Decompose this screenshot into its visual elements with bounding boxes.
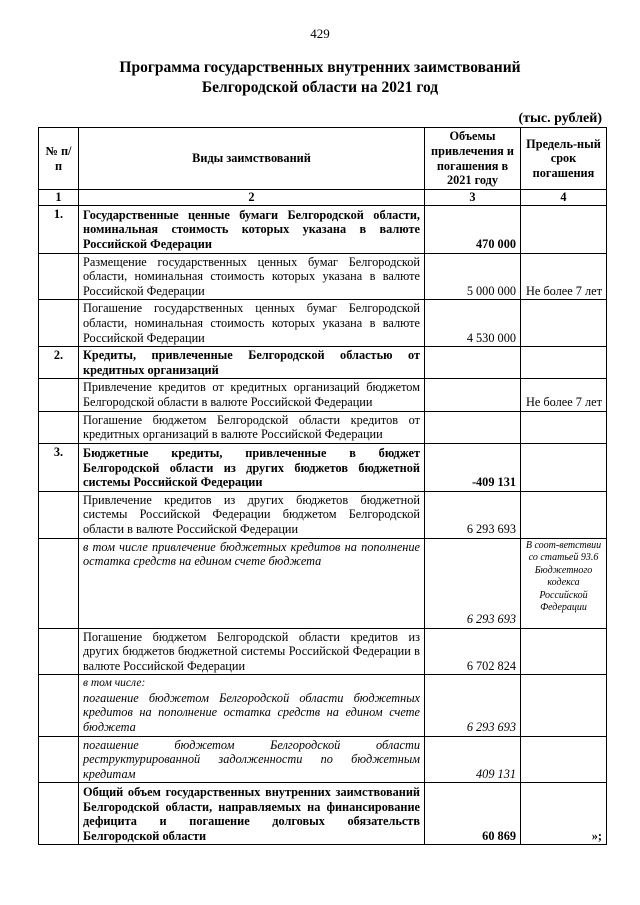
row-num	[39, 300, 79, 347]
document-title	[0, 58, 640, 98]
row-num	[39, 379, 79, 411]
row-value: 60 869	[425, 783, 521, 845]
row-value: -409 131	[425, 443, 521, 491]
row-desc: Общий объем государственных внутренних заимствований Белгородской области, направляемых на финансирование дефицита и погашение долговых обязательств Белгородской области	[79, 783, 425, 845]
row-value: 6 702 824	[425, 628, 521, 675]
title-line-1: Программа государственных внутренних заимствований	[119, 59, 521, 76]
row-value: 6 293 693	[425, 538, 521, 628]
colnum-3: 3	[425, 190, 521, 206]
row-desc: Погашение бюджетом Белгородской области кредитов из других бюджетов бюджетной системы Российской Федерации в валюте Российской Федерации	[79, 628, 425, 675]
row-num	[39, 675, 79, 736]
row-num: 2.	[39, 347, 79, 379]
borrowing-program-table	[38, 127, 607, 845]
row-num	[39, 736, 79, 783]
row-desc-lead: в том числе:	[83, 677, 146, 690]
row-desc: погашение бюджетом Белгородской области реструктурированной задолженности по бюджетным кредитам	[79, 736, 425, 783]
header-type: Виды заимствований	[79, 128, 425, 190]
row-num	[39, 783, 79, 845]
table-row	[39, 783, 607, 845]
row-value: 6 293 693	[425, 675, 521, 736]
table-row	[39, 205, 607, 253]
row-term	[521, 205, 607, 253]
row-desc: Погашение государственных ценных бумаг Белгородской области, номинальная стоимость которых указана в валюте Российской Федерации	[79, 300, 425, 347]
header-num: № п/п	[39, 128, 79, 190]
column-number-row	[39, 190, 607, 206]
table-row	[39, 347, 607, 379]
header-volume: Объемы привлечения и погашения в 2021 году	[425, 128, 521, 190]
row-value: 470 000	[425, 205, 521, 253]
table-row	[39, 300, 607, 347]
row-term: Не более 7 лет	[521, 379, 607, 411]
row-value: 409 131	[425, 736, 521, 783]
row-term	[521, 675, 607, 736]
row-value	[425, 347, 521, 379]
row-desc: Погашение бюджетом Белгородской области кредитов от кредитных организаций в валюте Российской Федерации	[79, 411, 425, 443]
row-term: Не более 7 лет	[521, 253, 607, 300]
row-term	[521, 411, 607, 443]
table-row	[39, 736, 607, 783]
page-number: 429	[310, 26, 330, 41]
header-term: Предель-ный срок погашения	[521, 128, 607, 190]
row-desc: Кредиты, привлеченные Белгородской областью от кредитных организаций	[79, 347, 425, 379]
row-value: 4 530 000	[425, 300, 521, 347]
table-row	[39, 491, 607, 538]
row-value: 5 000 000	[425, 253, 521, 300]
row-num	[39, 411, 79, 443]
row-desc-wrap	[79, 675, 425, 736]
colnum-2: 2	[79, 190, 425, 206]
colnum-1: 1	[39, 190, 79, 206]
colnum-4: 4	[521, 190, 607, 206]
units-note: (тыс. рублей)	[518, 111, 602, 126]
row-desc: Привлечение кредитов от кредитных организаций бюджетом Белгородской области в валюте Российской Федерации	[79, 379, 425, 411]
table-row	[39, 411, 607, 443]
row-value: 6 293 693	[425, 491, 521, 538]
row-term	[521, 300, 607, 347]
row-num	[39, 538, 79, 628]
row-term	[521, 443, 607, 491]
row-term	[521, 491, 607, 538]
row-value	[425, 379, 521, 411]
row-num: 3.	[39, 443, 79, 491]
row-term: »;	[521, 783, 607, 845]
row-desc: Государственные ценные бумаги Белгородской области, номинальная стоимость которых указана в валюте Российской Федерации	[79, 205, 425, 253]
table-row	[39, 675, 607, 736]
row-num	[39, 628, 79, 675]
row-num: 1.	[39, 205, 79, 253]
row-term	[521, 347, 607, 379]
row-desc: Бюджетные кредиты, привлеченные в бюджет Белгородской области из других бюджетов бюджетной системы Российской Федерации	[79, 443, 425, 491]
row-num	[39, 253, 79, 300]
row-desc: погашение бюджетом Белгородской области бюджетных кредитов на пополнение остатка средств на едином счете бюджета	[83, 690, 420, 735]
table-row	[39, 443, 607, 491]
table-row	[39, 253, 607, 300]
title-line-2: Белгородской области на 2021 год	[201, 79, 439, 96]
row-term: В соот-ветствии со статьей 93.6 Бюджетного кодекса Российской Федерации	[521, 538, 607, 628]
row-desc: в том числе привлечение бюджетных кредитов на пополнение остатка средств на едином счете бюджета	[79, 538, 425, 628]
row-desc: Привлечение кредитов из других бюджетов бюджетной системы Российской Федерации бюджетом Белгородской области в валюте Российской Федерации	[79, 491, 425, 538]
table-row	[39, 538, 607, 628]
table-row	[39, 628, 607, 675]
row-num	[39, 491, 79, 538]
row-term	[521, 628, 607, 675]
table-header-row	[39, 128, 607, 190]
table-row	[39, 379, 607, 411]
row-desc: Размещение государственных ценных бумаг Белгородской области, номинальная стоимость которых указана в валюте Российской Федерации	[79, 253, 425, 300]
row-value	[425, 411, 521, 443]
row-term	[521, 736, 607, 783]
